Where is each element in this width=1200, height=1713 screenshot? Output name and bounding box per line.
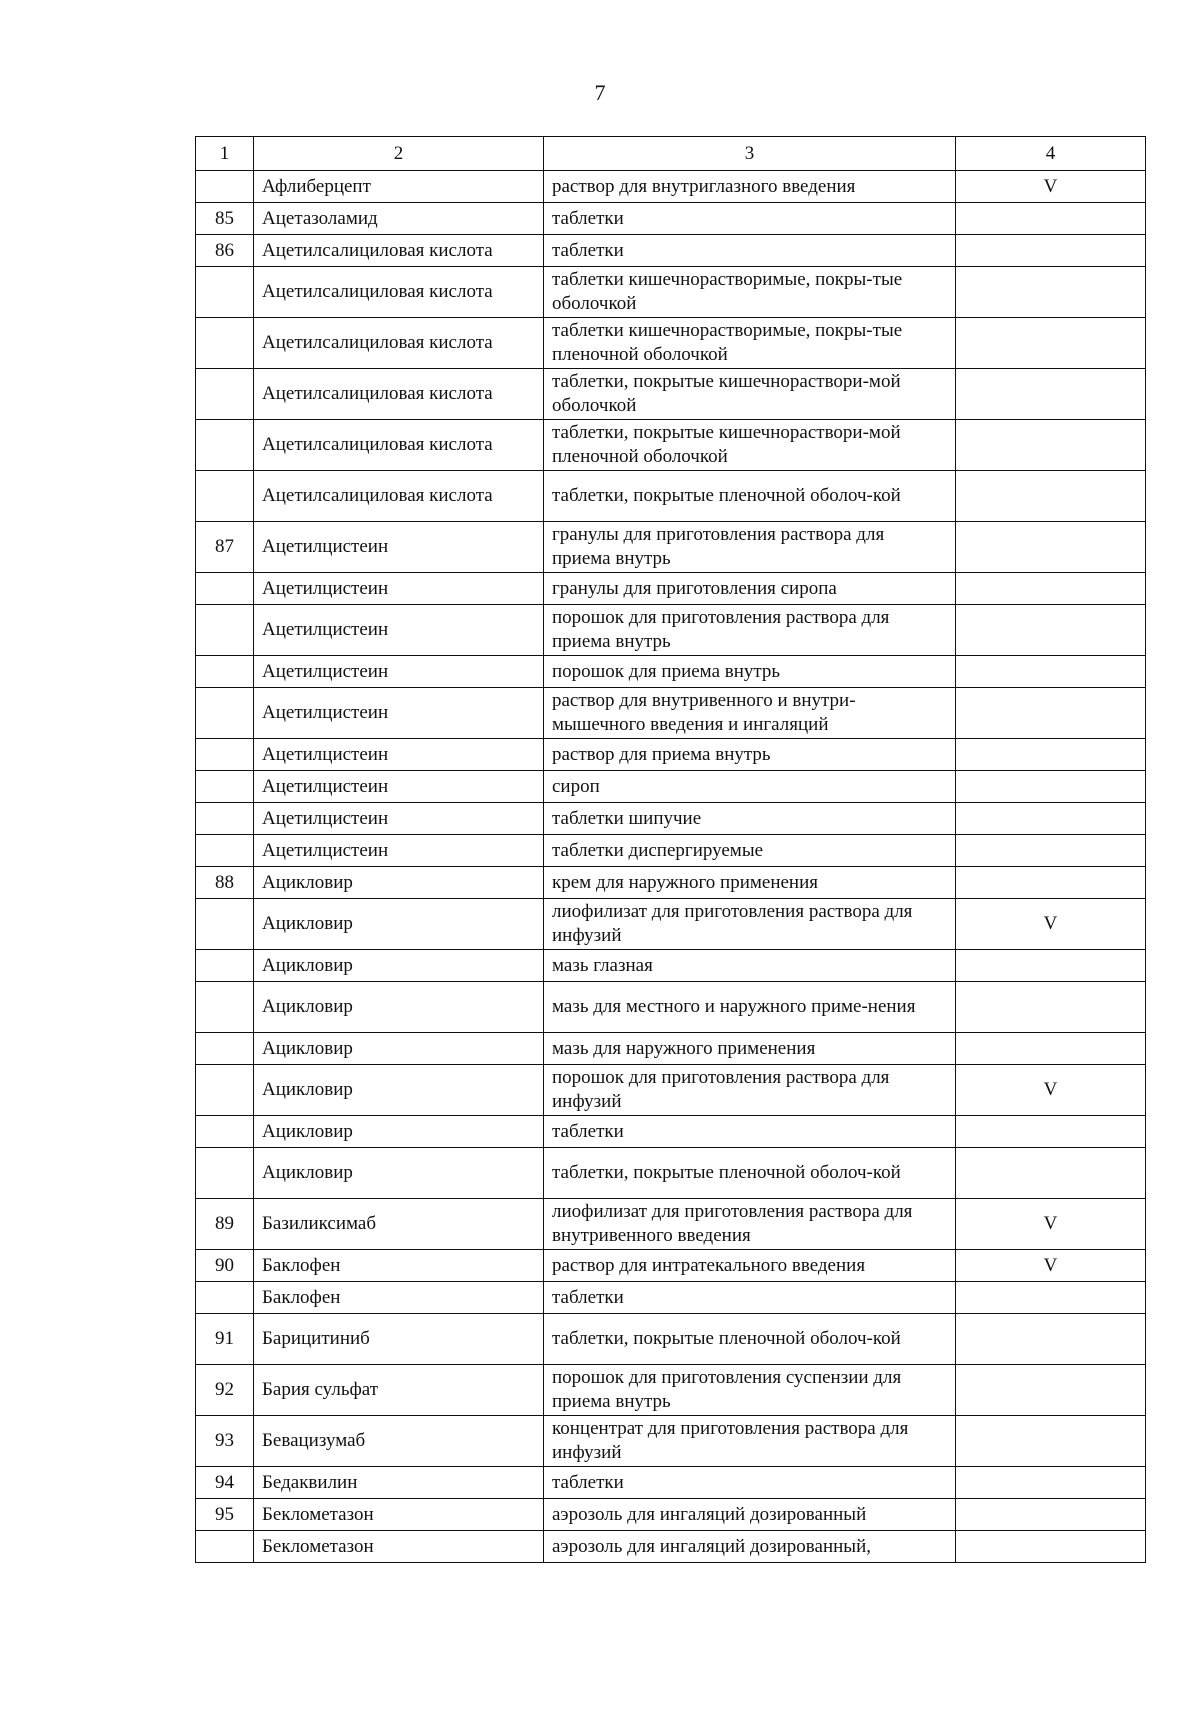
mark-cell	[956, 235, 1146, 267]
row-number: 88	[196, 867, 254, 899]
table-row	[196, 1467, 1146, 1499]
mark-cell: V	[956, 1250, 1146, 1282]
table-row	[196, 982, 1146, 1033]
drug-name: Бария сульфат	[254, 1365, 544, 1416]
dosage-form: лиофилизат для приготовления раствора для инфузий	[544, 899, 956, 950]
table-row	[196, 1365, 1146, 1416]
table-body	[196, 171, 1146, 1563]
dosage-form: таблетки, покрытые пленочной оболоч-кой	[544, 1314, 956, 1365]
table-row	[196, 605, 1146, 656]
row-number	[196, 318, 254, 369]
mark-cell	[956, 369, 1146, 420]
mark-cell	[956, 203, 1146, 235]
table-row	[196, 1282, 1146, 1314]
dosage-form: крем для наружного применения	[544, 867, 956, 899]
row-number	[196, 1116, 254, 1148]
mark-cell	[956, 573, 1146, 605]
table-row	[196, 318, 1146, 369]
dosage-form: мазь для наружного применения	[544, 1033, 956, 1065]
drug-name: Беклометазон	[254, 1531, 544, 1563]
row-number	[196, 1282, 254, 1314]
drug-name: Баклофен	[254, 1250, 544, 1282]
mark-cell	[956, 1365, 1146, 1416]
table-row	[196, 1199, 1146, 1250]
mark-cell: V	[956, 1065, 1146, 1116]
dosage-form: таблетки кишечнорастворимые, покры-тые оболочкой	[544, 267, 956, 318]
mark-cell	[956, 471, 1146, 522]
table-header-row	[196, 137, 1146, 171]
table-row	[196, 171, 1146, 203]
dosage-form: гранулы для приготовления раствора для приема внутрь	[544, 522, 956, 573]
column-header: 2	[254, 137, 544, 171]
dosage-form: порошок для приготовления суспензии для приема внутрь	[544, 1365, 956, 1416]
drug-name: Ацетилцистеин	[254, 522, 544, 573]
mark-cell	[956, 835, 1146, 867]
drug-name: Бедаквилин	[254, 1467, 544, 1499]
table-row	[196, 573, 1146, 605]
row-number	[196, 688, 254, 739]
drug-table	[195, 136, 1146, 1563]
row-number	[196, 1148, 254, 1199]
mark-cell	[956, 688, 1146, 739]
row-number: 93	[196, 1416, 254, 1467]
dosage-form: таблетки, покрытые пленочной оболоч-кой	[544, 1148, 956, 1199]
table-row	[196, 950, 1146, 982]
row-number	[196, 771, 254, 803]
mark-cell: V	[956, 1199, 1146, 1250]
mark-cell: V	[956, 171, 1146, 203]
mark-cell	[956, 420, 1146, 471]
drug-name: Ацетилцистеин	[254, 803, 544, 835]
mark-cell	[956, 1531, 1146, 1563]
table-row	[196, 522, 1146, 573]
drug-name: Базиликсимаб	[254, 1199, 544, 1250]
drug-name: Ацетазоламид	[254, 203, 544, 235]
drug-name: Ацикловир	[254, 1148, 544, 1199]
drug-name: Ацетилцистеин	[254, 835, 544, 867]
column-header: 3	[544, 137, 956, 171]
row-number	[196, 803, 254, 835]
drug-name: Афлиберцепт	[254, 171, 544, 203]
dosage-form: таблетки шипучие	[544, 803, 956, 835]
mark-cell	[956, 803, 1146, 835]
row-number	[196, 950, 254, 982]
dosage-form: таблетки кишечнорастворимые, покры-тые пленочной оболочкой	[544, 318, 956, 369]
row-number: 89	[196, 1199, 254, 1250]
table-row	[196, 1250, 1146, 1282]
table-row	[196, 803, 1146, 835]
dosage-form: раствор для внутривенного и внутри-мышечного введения и ингаляций	[544, 688, 956, 739]
column-header: 1	[196, 137, 254, 171]
drug-name: Ацетилсалициловая кислота	[254, 369, 544, 420]
drug-name: Ацикловир	[254, 867, 544, 899]
drug-name: Ацетилцистеин	[254, 688, 544, 739]
drug-name: Ацетилсалициловая кислота	[254, 471, 544, 522]
dosage-form: таблетки	[544, 1116, 956, 1148]
mark-cell	[956, 1033, 1146, 1065]
mark-cell	[956, 1467, 1146, 1499]
dosage-form: таблетки диспергируемые	[544, 835, 956, 867]
row-number	[196, 1531, 254, 1563]
table-row	[196, 235, 1146, 267]
row-number	[196, 171, 254, 203]
mark-cell	[956, 318, 1146, 369]
row-number	[196, 739, 254, 771]
dosage-form: мазь для местного и наружного приме-нения	[544, 982, 956, 1033]
row-number	[196, 656, 254, 688]
table-row	[196, 267, 1146, 318]
drug-name: Ацикловир	[254, 1065, 544, 1116]
dosage-form: раствор для приема внутрь	[544, 739, 956, 771]
dosage-form: аэрозоль для ингаляций дозированный,	[544, 1531, 956, 1563]
mark-cell	[956, 1282, 1146, 1314]
drug-name: Ацетилсалициловая кислота	[254, 235, 544, 267]
mark-cell	[956, 267, 1146, 318]
dosage-form: порошок для приготовления раствора для инфузий	[544, 1065, 956, 1116]
row-number	[196, 899, 254, 950]
table-row	[196, 1116, 1146, 1148]
drug-name: Ацетилсалициловая кислота	[254, 318, 544, 369]
table-row	[196, 1033, 1146, 1065]
table-row	[196, 369, 1146, 420]
drug-name: Ацикловир	[254, 950, 544, 982]
mark-cell	[956, 1314, 1146, 1365]
mark-cell	[956, 656, 1146, 688]
row-number: 92	[196, 1365, 254, 1416]
column-header: 4	[956, 137, 1146, 171]
table-row	[196, 471, 1146, 522]
drug-name: Ацикловир	[254, 1033, 544, 1065]
mark-cell	[956, 1499, 1146, 1531]
row-number	[196, 1065, 254, 1116]
drug-name: Бевацизумаб	[254, 1416, 544, 1467]
dosage-form: раствор для внутриглазного введения	[544, 171, 956, 203]
dosage-form: порошок для приготовления раствора для приема внутрь	[544, 605, 956, 656]
dosage-form: раствор для интратекального введения	[544, 1250, 956, 1282]
drug-name: Баклофен	[254, 1282, 544, 1314]
table-row	[196, 1416, 1146, 1467]
drug-name: Ацикловир	[254, 899, 544, 950]
dosage-form: аэрозоль для ингаляций дозированный	[544, 1499, 956, 1531]
row-number	[196, 369, 254, 420]
dosage-form: таблетки, покрытые кишечнораствори-мой пленочной оболочкой	[544, 420, 956, 471]
row-number: 87	[196, 522, 254, 573]
dosage-form: концентрат для приготовления раствора для инфузий	[544, 1416, 956, 1467]
drug-name: Ацетилцистеин	[254, 739, 544, 771]
row-number	[196, 605, 254, 656]
row-number: 94	[196, 1467, 254, 1499]
dosage-form: лиофилизат для приготовления раствора для внутривенного введения	[544, 1199, 956, 1250]
drug-name: Беклометазон	[254, 1499, 544, 1531]
mark-cell	[956, 1416, 1146, 1467]
row-number	[196, 420, 254, 471]
dosage-form: сироп	[544, 771, 956, 803]
mark-cell	[956, 739, 1146, 771]
table-row	[196, 867, 1146, 899]
row-number: 91	[196, 1314, 254, 1365]
row-number	[196, 573, 254, 605]
mark-cell	[956, 605, 1146, 656]
row-number: 85	[196, 203, 254, 235]
dosage-form: таблетки, покрытые кишечнораствори-мой оболочкой	[544, 369, 956, 420]
table-row	[196, 1065, 1146, 1116]
dosage-form: таблетки	[544, 1467, 956, 1499]
dosage-form: таблетки	[544, 203, 956, 235]
dosage-form: гранулы для приготовления сиропа	[544, 573, 956, 605]
drug-name: Ацетилсалициловая кислота	[254, 267, 544, 318]
table-row	[196, 203, 1146, 235]
mark-cell	[956, 867, 1146, 899]
dosage-form: таблетки	[544, 235, 956, 267]
mark-cell	[956, 950, 1146, 982]
drug-name: Ацетилцистеин	[254, 605, 544, 656]
table-row	[196, 771, 1146, 803]
table-row	[196, 1531, 1146, 1563]
dosage-form: таблетки, покрытые пленочной оболоч-кой	[544, 471, 956, 522]
dosage-form: таблетки	[544, 1282, 956, 1314]
mark-cell	[956, 1116, 1146, 1148]
drug-name: Ацетилцистеин	[254, 771, 544, 803]
dosage-form: мазь глазная	[544, 950, 956, 982]
table-row	[196, 1314, 1146, 1365]
row-number	[196, 835, 254, 867]
row-number: 90	[196, 1250, 254, 1282]
mark-cell	[956, 771, 1146, 803]
page-number: 7	[594, 80, 606, 105]
row-number: 95	[196, 1499, 254, 1531]
mark-cell	[956, 1148, 1146, 1199]
dosage-form: порошок для приема внутрь	[544, 656, 956, 688]
mark-cell	[956, 522, 1146, 573]
row-number: 86	[196, 235, 254, 267]
table-row	[196, 1499, 1146, 1531]
drug-name: Ацетилцистеин	[254, 573, 544, 605]
row-number	[196, 982, 254, 1033]
table-row	[196, 1148, 1146, 1199]
row-number	[196, 471, 254, 522]
drug-name: Ацикловир	[254, 982, 544, 1033]
row-number	[196, 1033, 254, 1065]
table-row	[196, 739, 1146, 771]
drug-name: Ацетилцистеин	[254, 656, 544, 688]
table-row	[196, 688, 1146, 739]
table-row	[196, 835, 1146, 867]
mark-cell	[956, 982, 1146, 1033]
row-number	[196, 267, 254, 318]
table-row	[196, 420, 1146, 471]
drug-name: Ацикловир	[254, 1116, 544, 1148]
drug-name: Ацетилсалициловая кислота	[254, 420, 544, 471]
drug-name: Барицитиниб	[254, 1314, 544, 1365]
mark-cell: V	[956, 899, 1146, 950]
table-row	[196, 656, 1146, 688]
table-row	[196, 899, 1146, 950]
